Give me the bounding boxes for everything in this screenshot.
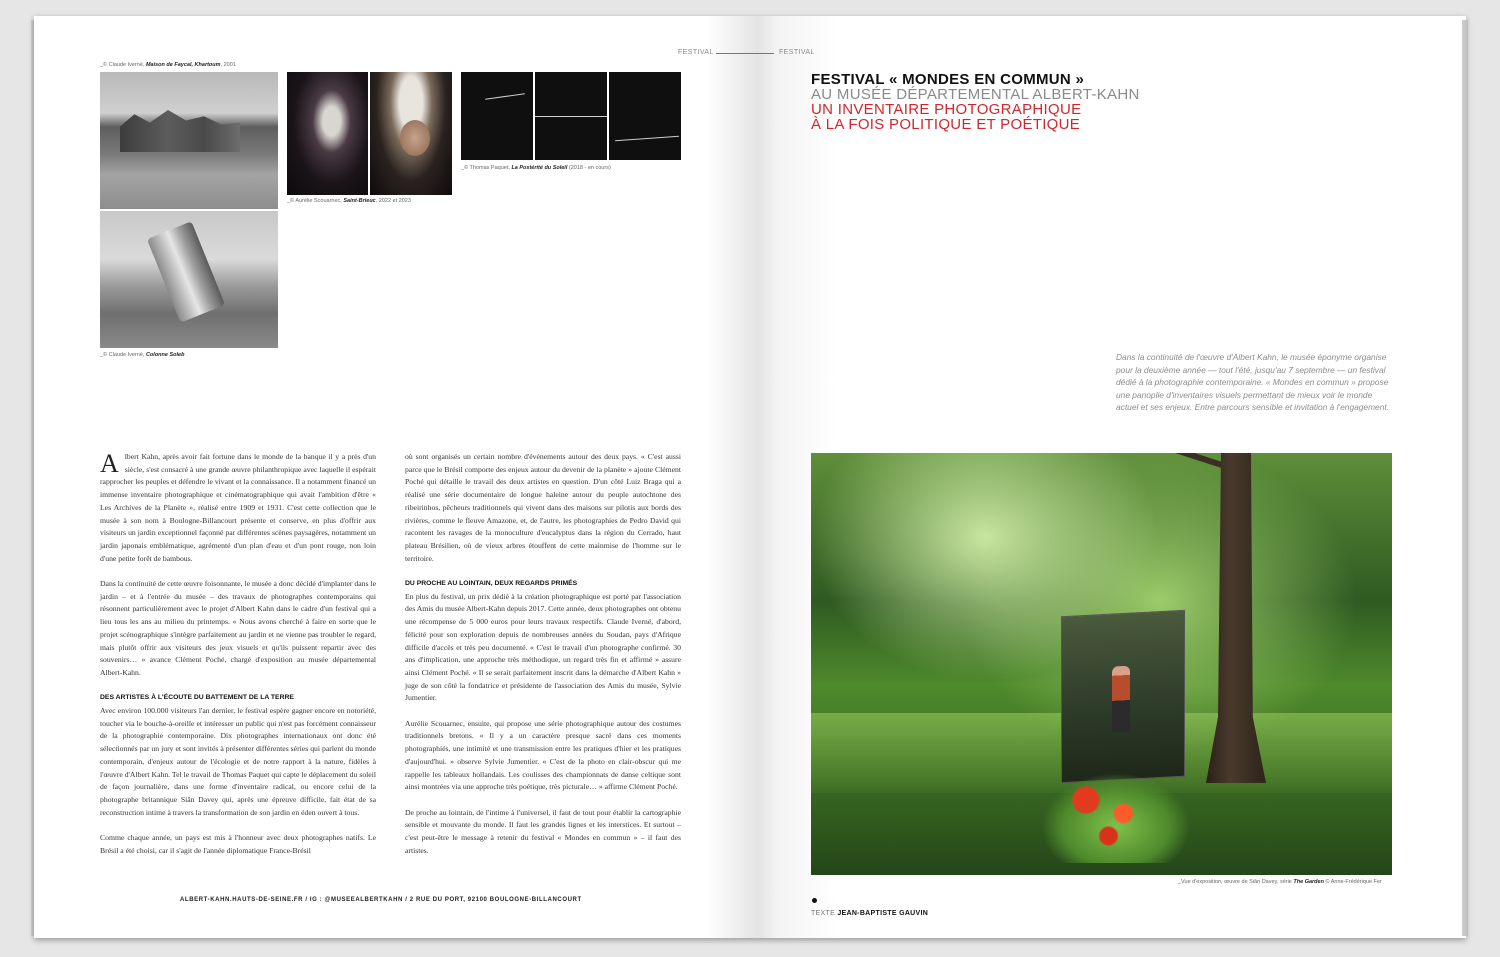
article-column-2 xyxy=(405,451,681,870)
paragraph-7: Aurélie Scouarnec, ensuite, qui propose une série photographique autour des costumes traditionnels bretons. « Il y a un caractère presque sacré dans ces moments photographiés, une intimité et une transmission entre les pratiques d'hier et les pratiques d'aujourd'hui. » observe Sylvie Jumentier. « C'est de la photo en clair-obscur qui me rappelle les tableaux hollandais. Les coulisses des championnats de danse celtique sont ainsi montrées via une approche très poétique, très picturale… » affirme Clément Poché. xyxy=(405,718,681,792)
paragraph-4: Comme chaque année, un pays est mis à l'honneur avec deux photographes natifs. Le Brésil a été choisi, car il s'agit de l'année diplomatique France-Brésil xyxy=(100,833,376,855)
photo-posterite-soleil-2 xyxy=(535,72,607,160)
caption-paquet: _© Thomas Paquet, La Postérité du Soleil (2018 - en cours) xyxy=(461,165,611,171)
headline-line-1: FESTIVAL « MONDES EN COMMUN » xyxy=(811,71,1085,88)
caption-desert2: _© Claude Iverné, Colonne Soleb xyxy=(100,352,185,358)
paragraph-5: où sont organisés un certain nombre d'événements autour des deux pays. « C'est aussi parce que le Brésil comporte des enjeux autour du devenir de la planète » ajoute Clément Poché qui détaille le travail des deux artistes en question. D'un côté Luiz Braga qui a réalisé une série documentaire de longue haleine autour du peuple autochtone des ribeirinhos, pêcheurs traditionnels qui vivent dans des maisons sur pilotis aux bords des rivières, comme le fleuve Amazone, et, de l'autre, les photographies de Pedro David qui racontent les ravages de la monoculture d'eucalyptus dans la région du Cerrado, haut plateau Brésilien, où de vieux arbres étouffent de cette mainmise de l'homme sur le territoire. xyxy=(405,452,681,563)
photo-saint-brieuc-lace xyxy=(287,72,368,195)
paragraph-6: En plus du festival, un prix dédié à la création photographique est porté par l'association des Amis du musée Albert-Kahn depuis 2017. Cette année, deux photographes ont obtenu une récompense de 5 000 euros pour leurs travaux respectifs. Claude Iverné, d'abord, félicité pour son exploration depuis de nombreuses années du Soudan, pays d'Afrique difficile d'accès et très peu documenté. « C'est le travail d'un photographe confirmé. 30 ans d'implication, une approche très méthodique, un regard très fin et affirmé » assure ainsi Clément Poché. « Il se serait parfaitement inscrit dans la démarche d'Albert Kahn » juge de son côté la fondatrice et présidente de l'association des Amis du musée, Sylvie Jumentier. xyxy=(405,591,681,703)
headline-line-2: AU MUSÉE DÉPARTEMENTAL ALBERT-KAHN xyxy=(811,86,1140,103)
caption-desert1: _© Claude Iverné, Maison de Faycal, Khartoum, 2001 xyxy=(100,62,236,68)
photo-posterite-soleil-1 xyxy=(461,72,533,160)
photo-saint-brieuc-coiffe xyxy=(370,72,452,195)
footer-info: ALBERT-KAHN.HAUTS-DE-SEINE.FR / IG : @MUSEEALBERTKAHN / 2 RUE DU PORT, 92100 BOULOGNE-BILLANCOURT xyxy=(180,897,582,903)
photo-the-garden xyxy=(811,453,1392,875)
byline: TEXTE JEAN-BAPTISTE GAUVIN xyxy=(811,910,929,917)
article-column-1 xyxy=(100,451,376,870)
caption-garden: _Vue d'exposition, œuvre de Siân Davey, série The Garden © Anne-Frédérique Fer xyxy=(1178,879,1382,885)
caption-scouarnec: _© Aurélie Scouarnec, Saint-Brieuc, 2022 et 2023 xyxy=(287,198,411,204)
article-headline xyxy=(811,72,1140,132)
page-edge-right xyxy=(1462,20,1468,936)
headline-line-4: À LA FOIS POLITIQUE ET POÉTIQUE xyxy=(811,116,1081,133)
headline-line-3: UN INVENTAIRE PHOTOGRAPHIQUE xyxy=(811,101,1082,118)
running-head-left: FESTIVAL xyxy=(678,49,714,56)
subheading-1: DES ARTISTES À L'ÉCOUTE DU BATTEMENT DE LA TERRE xyxy=(100,694,294,702)
running-head-right: FESTIVAL xyxy=(779,49,815,56)
paragraph-8: De proche au lointain, de l'intime à l'universel, il faut de tout pour établir la cartographie sensible et mouvante du monde. Il faut les grandes lignes et les interstices. Et surtout – c'est peut-être le message à retenir du festival « Mondes en commun » – il faut des artistes. xyxy=(405,807,681,855)
paragraph-3: Avec environ 100.000 visiteurs l'an dernier, le festival espère gagner encore en notoriété, toucher via le bouche-à-oreille et intéresser un public qui n'est pas forcément connaisseur de la photographie contemporaine. Dix photographes internationaux ont donc été sélectionnés par un jury et sont invités à présenter différentes séries qui parlent du monde contemporain, d'enjeux autour de l'écologie et de notre rapport à la nature, fidèles à l'œuvre d'Albert Kahn. Tel le travail de Thomas Paquet qui capte le déplacement du soleil de façon journalière, dans une forme d'inventaire radical, ou encore celui de la photographe britannique Siân Davey qui, après une épreuve difficile, fait état de sa reconstruction intime à travers la transformation de son jardin en éden ouvert à tous. xyxy=(100,706,376,817)
article-standfirst: Dans la continuité de l'œuvre d'Albert Kahn, le musée éponyme organise pour la deuxième année — tout l'été, jusqu'au 7 septembre — un festival dédié à la photographie contemporaine. « Mondes en commun » propose une panoplie d'inventaires visuels permettant de mieux voir le monde actuel et ses enjeux. Entre parcours sensible et invitation à l'engagement. xyxy=(1116,352,1390,412)
running-head-rule xyxy=(716,53,774,54)
photo-maison-de-faycal xyxy=(100,72,278,209)
paragraph-1: lbert Kahn, après avoir fait fortune dans le monde de la banque il y a près d'un siècle, s'est consacré à une grande œuvre philanthropique avec laquelle il espérait rapprocher les peuples et défendre le vivant et la connaissance. Il a notamment financé un immense inventaire photographique et cinématographique qui avait l'ambition d'être « Les Archives de la Planète », réalisé entre 1909 et 1931. C'est cette collection que le musée à son nom à Boulogne-Billancourt présente et conserve, en plus d'offrir aux visiteurs un jardin exceptionnel façonné par différentes scènes paysagères, notamment un jardin japonais emblématique, agrémenté d'un plan d'eau et d'un pont rouge, non loin d'une petite forêt de bambous. xyxy=(100,452,376,563)
photo-colonne-soleb xyxy=(100,211,278,348)
photo-posterite-soleil-3 xyxy=(609,72,681,160)
bullet-icon xyxy=(812,898,817,903)
subheading-2: DU PROCHE AU LOINTAIN, DEUX REGARDS PRIMÉS xyxy=(405,580,578,588)
drop-cap: A xyxy=(100,449,119,478)
paragraph-2: Dans la continuité de cette œuvre foisonnante, le musée a donc décidé d'implanter dans le jardin – et à l'entrée du musée – des travaux de photographes contemporains qui résonnent particulièrement avec le projet d'Albert Kahn dans le cadre d'un festival qui a lieu tous les ans au milieu du printemps. « Nous avons cherché à faire en sorte que le projet scénographique s'intègre parfaitement au jardin et ne vienne pas troubler le regard, mais plutôt offrir aux visiteurs des jeux visuels et qu'ils puissent repartir avec des souvenirs… » avance Clément Poché, chargé d'exposition au musée départemental Albert-Kahn. xyxy=(100,579,376,677)
